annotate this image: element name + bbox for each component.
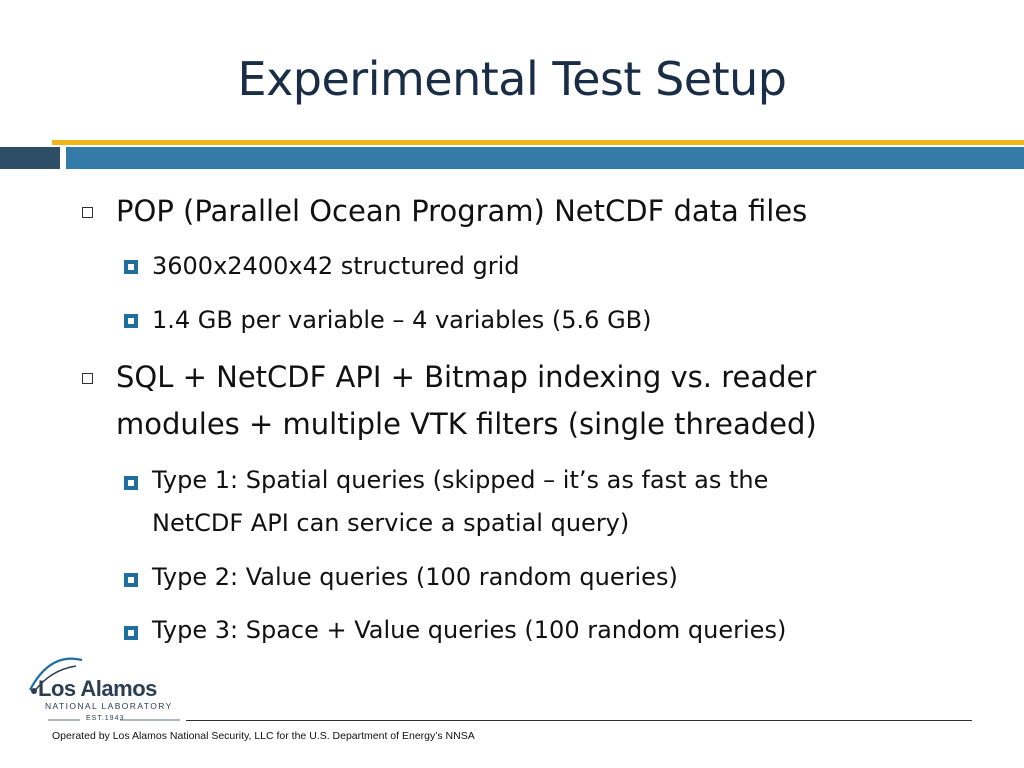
logo-established: EST.1943 (86, 715, 125, 722)
footer-text: Operated by Los Alamos National Security, LLC for the U.S. Department of Energy’s NNSA (52, 730, 475, 742)
hollow-square-bullet-icon (82, 373, 93, 384)
bullet-sql-line1: SQL + NetCDF API + Bitmap indexing vs. reader (116, 360, 817, 394)
header-bar-main (66, 147, 1024, 169)
filled-square-bullet-icon (124, 260, 138, 274)
filled-square-bullet-icon (124, 573, 138, 587)
bullet-type1-line1: Type 1: Spatial queries (skipped – it’s as fast as the (152, 466, 769, 494)
hollow-square-bullet-icon (82, 207, 93, 218)
bullet-type2: Type 2: Value queries (100 random queries) (152, 563, 678, 591)
bullet-type1-line2: NetCDF API can service a spatial query) (152, 509, 630, 537)
slide-title: Experimental Test Setup (237, 52, 787, 106)
filled-square-bullet-icon (124, 314, 138, 328)
footer-rule (186, 720, 972, 721)
logo-subtitle: NATIONAL LABORATORY (45, 701, 173, 711)
bullet-size: 1.4 GB per variable – 4 variables (5.6 GB) (152, 306, 652, 334)
logo-wordmark: Los Alamos (38, 676, 157, 701)
header-bar-left (0, 147, 60, 169)
bullet-grid: 3600x2400x42 structured grid (152, 252, 520, 280)
bullet-sql-line2: modules + multiple VTK filters (single threaded) (116, 407, 817, 441)
filled-square-bullet-icon (124, 626, 138, 640)
filled-square-bullet-icon (124, 476, 138, 490)
gold-rule (52, 140, 1024, 145)
bullet-pop-data: POP (Parallel Ocean Program) NetCDF data files (116, 194, 808, 228)
bullet-type3: Type 3: Space + Value queries (100 random queries) (152, 616, 787, 644)
